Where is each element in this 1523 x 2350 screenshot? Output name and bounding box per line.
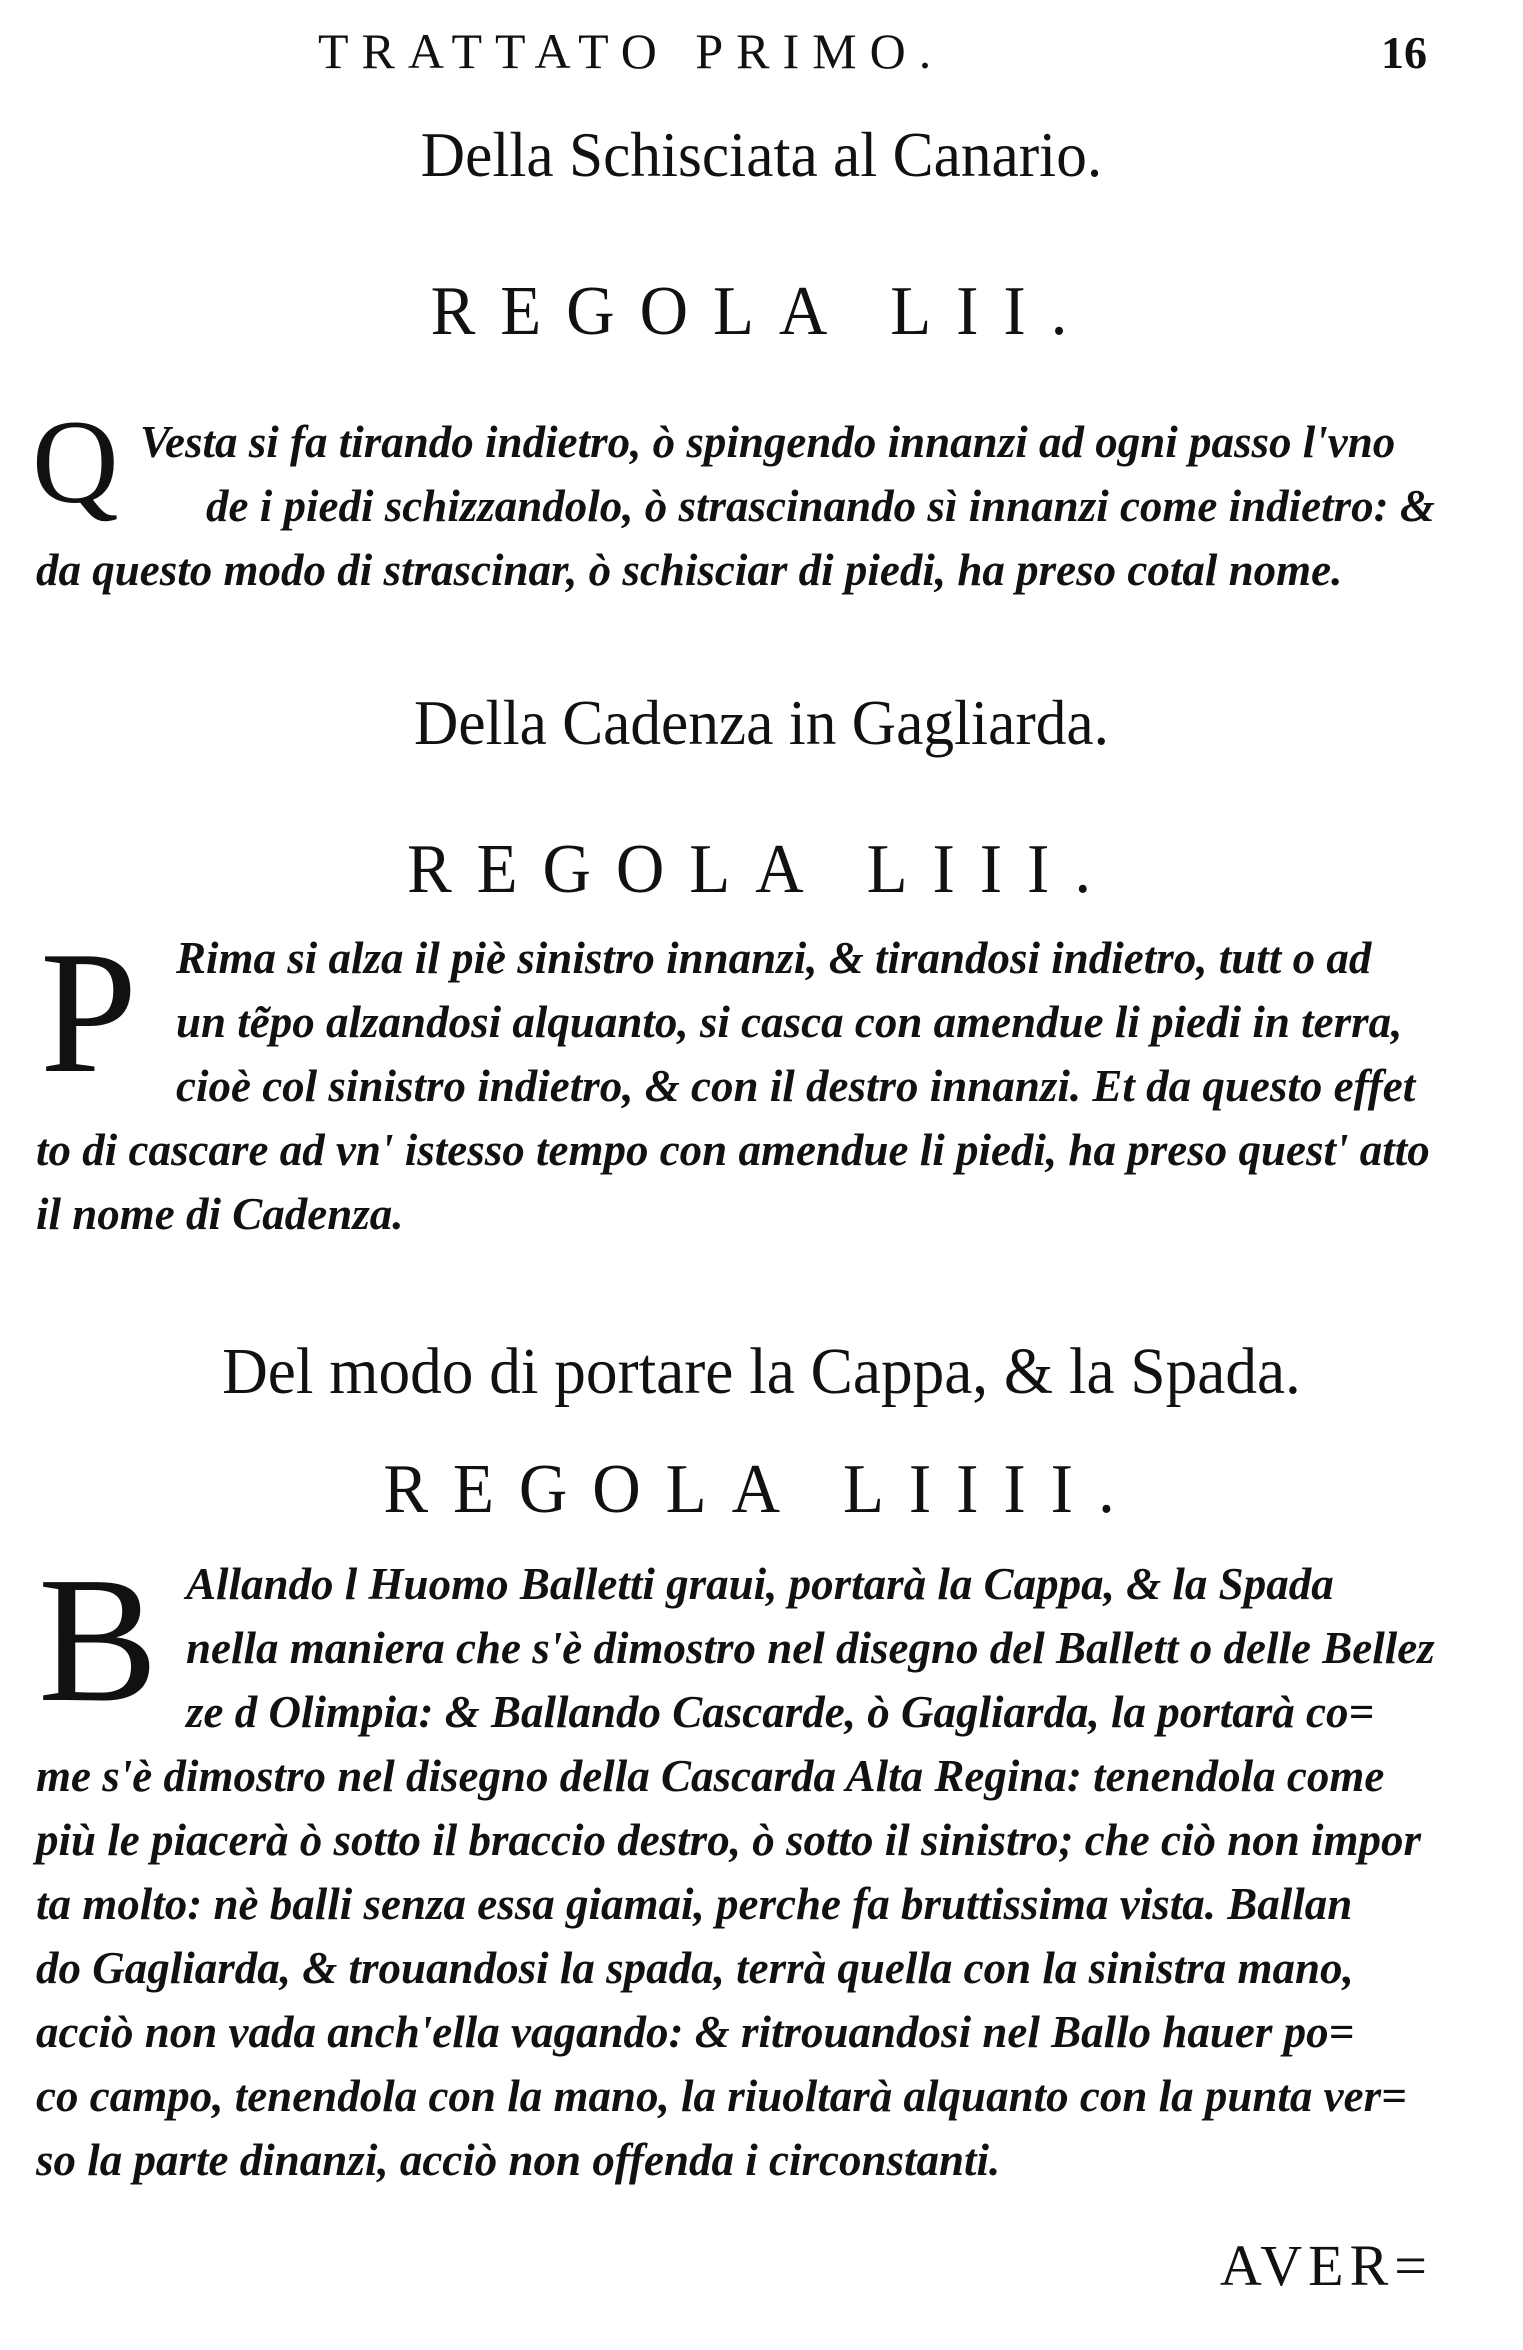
text-line: Allando l Huomo Balletti graui, portarà la Cappa, & la Spada: [186, 1559, 1334, 1609]
section-title-schisciata: Della Schisciata al Canario.: [420, 119, 1103, 190]
text-line: do Gagliarda, & trouandosi la spada, terrà quella con la sinistra mano,: [36, 1943, 1354, 1993]
drop-cap-b: B: [38, 1540, 159, 1739]
drop-cap-q: Q: [32, 395, 119, 528]
text-line: Vesta si fa tirando indietro, ò spingendo innanzi ad ogni passo l'vno: [140, 417, 1396, 467]
text-line: de i piedi schizzandolo, ò strascinando sì innanzi come indietro: &: [206, 481, 1435, 531]
running-title: TRATTATO PRIMO.: [318, 23, 945, 79]
text-line: più le piacerà ò sotto il braccio destro, ò sotto il sinistro; che ciò non impor: [36, 1815, 1422, 1865]
text-line: nella maniera che s'è dimostro nel disegno del Ballett o delle Bellez: [186, 1623, 1435, 1673]
text-line: so la parte dinanzi, acciò non offenda i circonstanti.: [36, 2135, 1001, 2185]
text-line: cioè col sinistro indietro, & con il destro innanzi. Et da questo effet: [176, 1061, 1416, 1111]
section-title-cadenza: Della Cadenza in Gagliarda.: [414, 687, 1109, 758]
text-line: ta molto: nè balli senza essa giamai, perche fa bruttissima vista. Ballan: [36, 1879, 1353, 1929]
paragraph-cappa-spada: [36, 1540, 1476, 2192]
rule-label-53: REGOLA LIII.: [406, 831, 1117, 908]
text-line: acciò non vada anch'ella vagando: & ritrouandosi nel Ballo hauer po=: [36, 2007, 1355, 2057]
catchword: AVER=: [1219, 2233, 1433, 2298]
page-number: 16: [1381, 27, 1427, 78]
rule-label-54: REGOLA LIIII.: [383, 1451, 1140, 1528]
text-line: to di cascare ad vn' istesso tempo con amendue li piedi, ha preso quest' atto: [36, 1125, 1430, 1175]
text-line: da questo modo di strascinar, ò schisciar di piedi, ha preso cotal nome.: [36, 545, 1343, 595]
text-line: un tẽpo alzandosi alquanto, si casca con amendue li piedi in terra,: [176, 997, 1403, 1047]
paragraph-cadenza: [36, 915, 1476, 1246]
text-line: Rima si alza il piè sinistro innanzi, & tirandosi indietro, tutt o ad: [176, 933, 1372, 983]
drop-cap-p: P: [40, 915, 138, 1109]
text-line: me s'è dimostro nel disegno della Cascarda Alta Regina: tenendola come: [36, 1751, 1385, 1801]
text-line: ze d Olimpia: & Ballando Cascarde, ò Gagliarda, la portarà co=: [186, 1687, 1375, 1737]
section-title-cappa-spada: Del modo di portare la Cappa, & la Spada.: [222, 1335, 1301, 1408]
rule-label-52: REGOLA LII.: [430, 273, 1093, 350]
text-line: il nome di Cadenza.: [36, 1189, 404, 1239]
text-line: co campo, tenendola con la mano, la riuoltarà alquanto con la punta ver=: [36, 2071, 1407, 2121]
paragraph-schisciata: [36, 410, 1476, 602]
